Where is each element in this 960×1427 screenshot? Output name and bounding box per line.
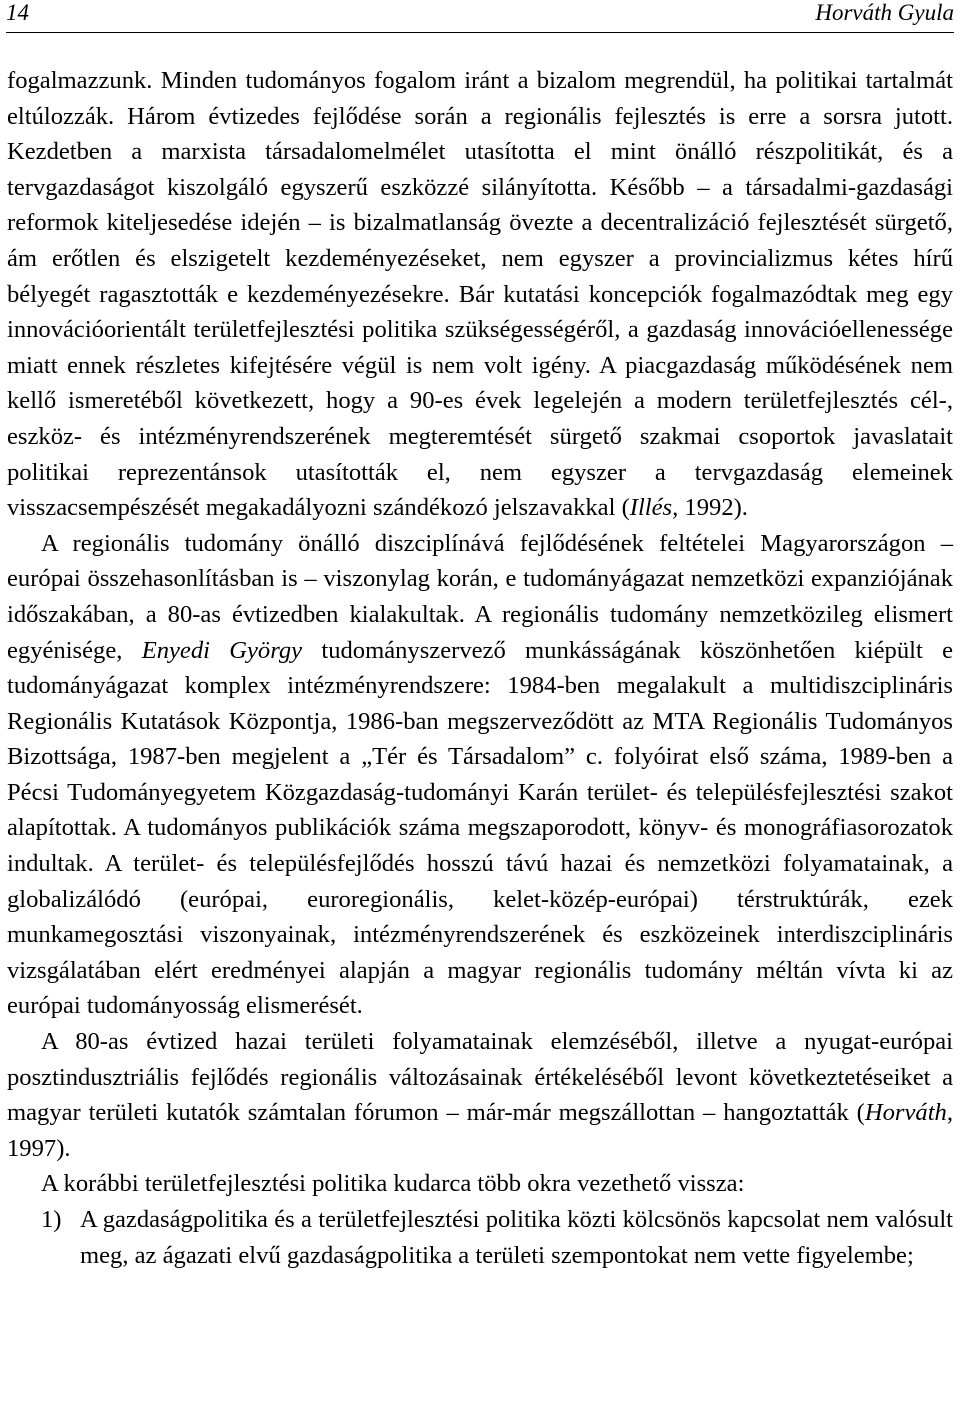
citation-horvath: Horváth, (864, 1099, 953, 1127)
list-item (7, 1202, 953, 1273)
paragraph-2 (7, 526, 953, 1024)
citation-illes: Illés, (629, 494, 679, 522)
paragraph-3-text-b: 1997). (7, 1134, 71, 1162)
page-number: 14 (6, 0, 29, 25)
paragraph-2-text-b: tudományszervező munkásságának köszönhetően kiépült e tudományágazat komplex intézményrendszere: 1984-ben megalakult a multidiszciplináris Regionális Kutatások Központja, 1986-ban megszerveződött az MTA Regionális Tudományos Bizottsága, 1987-ben megjelent a „Tér és Társadalom” c. folyóirat első száma, 1989-ben a Pécsi Tudományegyetem Közgazdaság-tudományi Karán terület- és településfejlesztési szakot alapítottak. A tudományos publikációk száma megszaporodott, könyv- és monográfiasorozatok indultak. A terület- és településfejlődés hosszú távú hazai és nemzetközi folyamatainak, a globalizálódó (európai, euroregionális, kelet-közép-európai) térstruktúrák, ezek munkamegosztási viszonyainak, intézményrendszerének és eszközeinek interdiszciplináris vizsgálatában elért eredményei alapján a magyar regionális tudomány méltán vívta ki az európai tudományosság elismerését. (7, 636, 953, 1020)
paragraph-1 (7, 63, 953, 526)
paragraph-1-text-a: fogalmazzunk. Minden tudományos fogalom iránt a bizalom megrendül, ha politikai tartalmát eltúlozzák. Három évtizedes fejlődése során a regionális fejlesztés is erre a sorsra jutott. Kezdetben a marxista társadalomelmélet utasította el mint önálló részpolitikát, és a tervgazdaságot kiszolgáló egyszerű eszközzé silányította. Később – a társadalmi-gazdasági reformok kiteljesedése idején – is bizalmatlanság övezte a decentralizáció fejlesztését sürgető, ám erőtlen és elszigetelt kezdeményezéseket, nem egyszer a provincializmus kétes hírű bélyegét ragasztották e kezdeményezésekre. Bár kutatási koncepciók fogalmazódtak meg egy innovációorientált területfejlesztési politika szükségességéről, a gazdaság innovációellenessége miatt ennek részletes kifejtésére végül is nem volt igény. A piacgazdaság működésének nem kellő ismeretéből következett, hogy a 90-es évek legelején a modern területfejlesztés cél-, eszköz- és intézményrendszerének megteremtését sürgető szakmai csoportok javaslatait politikai reprezentánsok utasították el, nem egyszer a tervgazdaság elemeinek visszacsempészését megakadályozni szándékozó jelszavakkal ( (7, 67, 953, 522)
paragraph-4: A korábbi területfejlesztési politika kudarca több okra vezethető vissza: (41, 1170, 745, 1198)
body-text (7, 63, 953, 1273)
running-header (6, 0, 954, 33)
person-name-enyedi: Enyedi György (141, 636, 303, 664)
paragraph-1-text-b: 1992). (678, 494, 748, 522)
paragraph-3 (7, 1024, 953, 1166)
paragraph-3-text-a: A 80-as évtized hazai területi folyamatainak elemzéséből, illetve a nyugat-európai posztindusztriális fejlődés regionális változásainak értékeléséből levont következtetéseiket a magyar területi kutatók számtalan fórumon – már-már megszállottan – hangoztatták ( (7, 1028, 953, 1127)
paragraph-2-text-a: A regionális tudomány önálló diszciplínává fejlődésének feltételei Magyarországon – európai összehasonlításban is – viszonylag korán, e tudományágazat nemzetközi expanziójának időszakában, a 80-as évtizedben kialakultak. A regionális tudomány nemzetközileg elismert egyénisége, (7, 529, 953, 664)
list-item-number: 1) (41, 1206, 62, 1233)
running-title: Horváth Gyula (815, 0, 954, 25)
list-item-text: A gazdaságpolitika és a területfejlesztési politika közti kölcsönös kapcsolat nem valósult meg, az ágazati elvű gazdaságpolitika a területi szempontokat nem vette figyelembe; (80, 1206, 953, 1269)
